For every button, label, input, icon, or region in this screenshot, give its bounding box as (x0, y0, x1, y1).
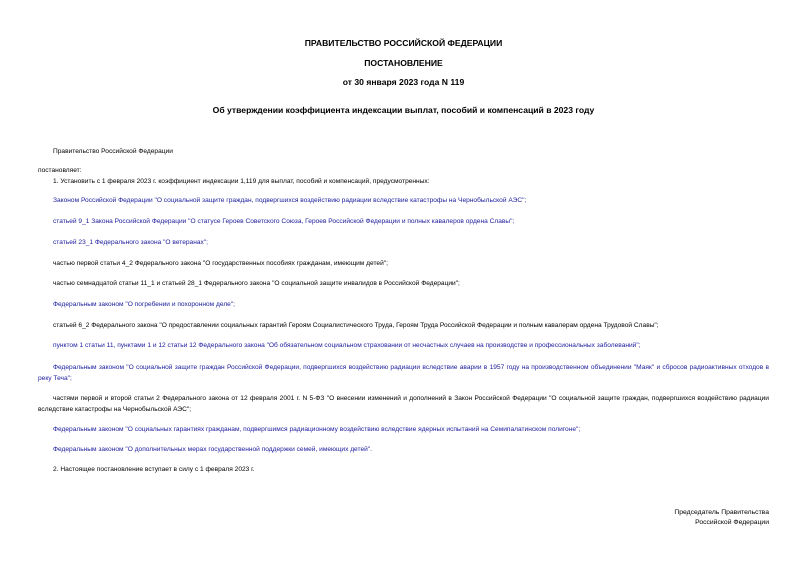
reference-5: частью семнадцатой статьи 11_1 и статьей 28_1 Федерального закона "О социальной защите инвалидов в Российской Федерации"; (53, 280, 460, 287)
document-title: Об утверждении коэффициента индексации выплат, пособий и компенсаций в 2023 году (212, 105, 595, 115)
document-org: ПРАВИТЕЛЬСТВО РОССИЙСКОЙ ФЕДЕРАЦИИ (304, 38, 503, 48)
reference-link-1[interactable]: Законом Российской Федерации "О социальной защите граждан, подвергшихся воздействию радиации вследствие катастрофы на Чернобыльской АЭС"; (53, 197, 527, 204)
document-date-number: от 30 января 2023 года N 119 (342, 77, 465, 87)
reference-link-12[interactable]: Федеральным законом "О дополнительных мерах государственной поддержки семей, имеющих детей". (53, 446, 372, 453)
decides-text: постановляет: (38, 167, 82, 174)
signature-line-2: Российской Федерации (695, 519, 769, 526)
intro-text: Правительство Российской Федерации (53, 148, 173, 155)
item-2-text: 2. Настоящее постановление вступает в силу с 1 февраля 2023 г. (53, 466, 255, 473)
reference-7: статьей 6_2 Федерального закона "О предоставлении социальных гарантий Героям Социалистического Труда, Героям Труда Российской Федерации и полным кавалерам ордена Трудовой Славы"; (53, 322, 659, 329)
item-1-text: 1. Установить с 1 февраля 2023 г. коэффициент индексации 1,119 для выплат, пособий и компенсаций, предусмотренных: (53, 178, 430, 185)
reference-10: частями первой и второй статьи 2 Федерального закона от 12 февраля 2001 г. N 5-ФЗ "О внесении изменений и дополнений в Закон Российской Федерации "О социальной защите граждан, подвергшихся воздействию радиации вследствие катастрофы на Чернобыльской АЭС"; (38, 395, 769, 413)
reference-4: частью первой статьи 4_2 Федерального закона "О государственных пособиях гражданам, имеющим детей"; (53, 260, 388, 267)
document-type: ПОСТАНОВЛЕНИЕ (364, 58, 443, 68)
reference-link-6[interactable]: Федеральным законом "О погребении и похоронном деле"; (53, 301, 236, 308)
reference-link-11[interactable]: Федеральным законом "О социальных гарантиях гражданам, подвергшимся радиационному воздействию вследствие ядерных испытаний на Семипалатинском полигоне"; (53, 426, 581, 433)
signature-line-1: Председатель Правительства (674, 509, 769, 516)
reference-link-8[interactable]: пунктом 1 статьи 11, пунктами 1 и 12 статьи 12 Федерального закона "Об обязательном социальном страховании от несчастных случаев на производстве и профессиональных заболеваний"; (53, 342, 641, 349)
reference-link-3[interactable]: статьей 23_1 Федерального закона "О ветеранах"; (53, 239, 208, 246)
reference-link-9[interactable]: Федеральным законом "О социальной защите граждан Российской Федерации, подвергшихся воздействию радиации вследствие аварии в 1957 году на производственном объединении "Маяк" и сбросов радиоактивных отходов в реку Теча"; (38, 364, 769, 382)
reference-link-2[interactable]: статьей 9_1 Закона Российской Федерации "О статусе Героев Советского Союза, Героев Российской Федерации и полных кавалеров ордена Славы"; (53, 218, 515, 225)
